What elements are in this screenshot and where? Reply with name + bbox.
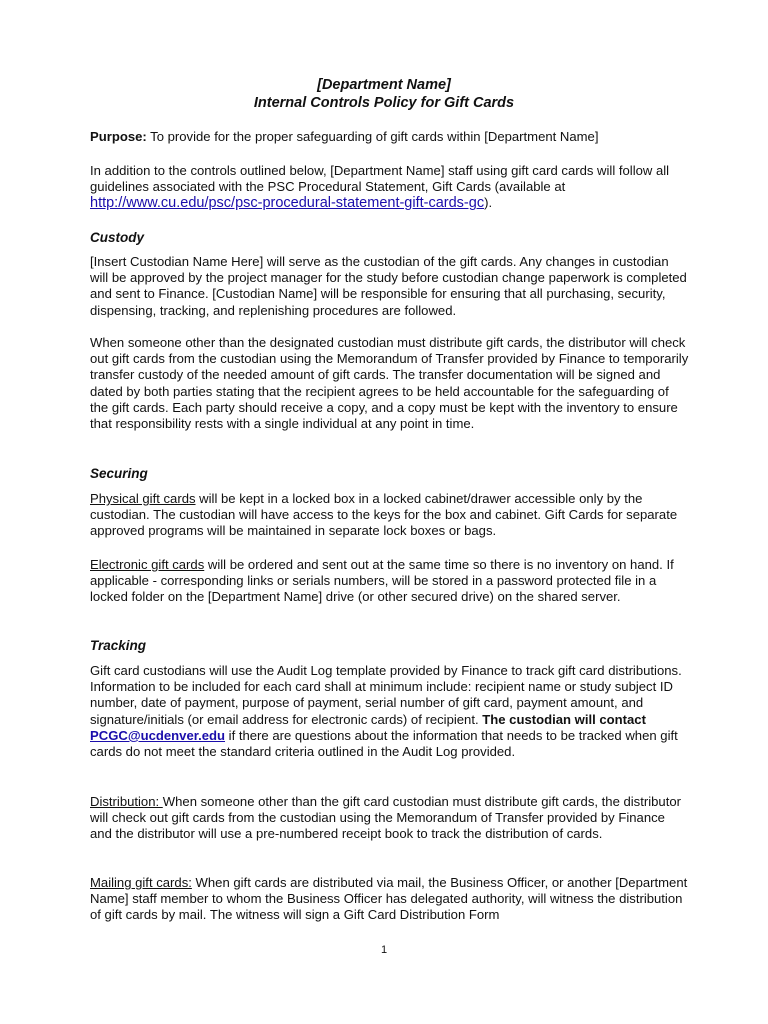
intro-paragraph (90, 163, 690, 212)
physical-gift-cards-text: will be kept in a locked box in a locked cabinet/drawer accessible only by the custodian. The custodian will have access to the keys for the box and cabinet. Gift Cards for separate approved programs will be maintained in separate lock boxes or bags. (90, 491, 678, 539)
distribution-paragraph (90, 794, 690, 843)
custody-paragraph-2: When someone other than the designated custodian must distribute gift cards, the distributor will check out gift cards from the custodian using the Memorandum of Transfer provided by Finance to temporarily transfer custody of the needed amount of gift cards. The transfer documentation will be signed and dated by both parties stating that the recipient agrees to be held accountable for the safeguarding of the gift cards. Each party should receive a copy, and a copy must be kept with the inventory to ensure that responsibility rests with a single individual at any point in time. (90, 335, 689, 432)
custody-heading: Custody (90, 230, 144, 245)
mailing-gift-cards-text: When gift cards are distributed via mail, the Business Officer, or another [Department Name] staff member to whom the Business Officer has delegated authority, will witness the distribution of gift cards by mail. The witness will sign a Gift Card Distribution Form (90, 875, 688, 923)
purpose-label: Purpose: (90, 129, 147, 144)
psc-procedural-statement-link[interactable]: http://www.cu.edu/psc/psc-procedural-statement-gift-cards-gc (90, 195, 485, 212)
intro-text: In addition to the controls outlined below, [Department Name] staff using gift card cards will follow all guidelines associated with the PSC Procedural Statement, Gift Cards (available at (90, 163, 670, 195)
tracking-heading: Tracking (90, 638, 147, 653)
document-title-line1: [Department Name] (317, 77, 451, 93)
physical-gift-cards-label: Physical gift cards (90, 491, 196, 506)
custody-paragraph-1: [Insert Custodian Name Here] will serve as the custodian of the gift cards. Any changes in custodian will be approved by the project manager for the study before custodian change paperwork is completed and sent to Finance. [Custodian Name] will be responsible for ensuring that all purchasing, security, dispensing, tracking, and replenishing procedures are followed. (90, 254, 687, 318)
physical-gift-cards-paragraph (90, 491, 690, 540)
tracking-paragraph (90, 663, 690, 760)
electronic-gift-cards-label: Electronic gift cards (90, 557, 205, 572)
tracking-bold-text: The custodian will contact (482, 711, 646, 727)
page-number: 1 (380, 944, 388, 956)
distribution-label: Distribution: (90, 794, 163, 809)
mailing-gift-cards-label: Mailing gift cards: (90, 875, 192, 890)
electronic-gift-cards-paragraph (90, 557, 690, 606)
pcgc-email-link[interactable]: PCGC@ucdenver.edu (90, 727, 226, 743)
document-title-line2: Internal Controls Policy for Gift Cards (253, 95, 515, 111)
distribution-text: When someone other than the gift card custodian must distribute gift cards, the distributor will check out gift cards from the custodian using the Memorandum of Transfer provided by Finance and the distributor will use a pre-numbered receipt book to track the distribution of cards. (90, 794, 681, 842)
tracking-text: Gift card custodians will use the Audit Log template provided by Finance to track gift card distributions. Information to be included for each card shall at minimum include: recipient name or study subject ID number, date of payment, purpose of payment, serial number of gift card, payment amount, and signature/initials (or email address for electronic cards) of recipient. (90, 663, 682, 727)
mailing-gift-cards-paragraph (90, 875, 690, 924)
electronic-gift-cards-text: will be ordered and sent out at the same time so there is no inventory on hand. If applicable - corresponding links or serials numbers, will be stored in a password protected file in a locked folder on the [Department Name] drive (or other secured drive) on the shared server. (90, 557, 674, 605)
securing-heading: Securing (90, 466, 148, 481)
tracking-text-2: if there are questions about the information that needs to be tracked when gift cards do not meet the standard criteria outlined in the Audit Log provided. (90, 727, 678, 760)
purpose-paragraph (90, 129, 690, 145)
purpose-text: To provide for the proper safeguarding of gift cards within [Department Name] (146, 129, 599, 144)
intro-end: ). (484, 195, 493, 211)
